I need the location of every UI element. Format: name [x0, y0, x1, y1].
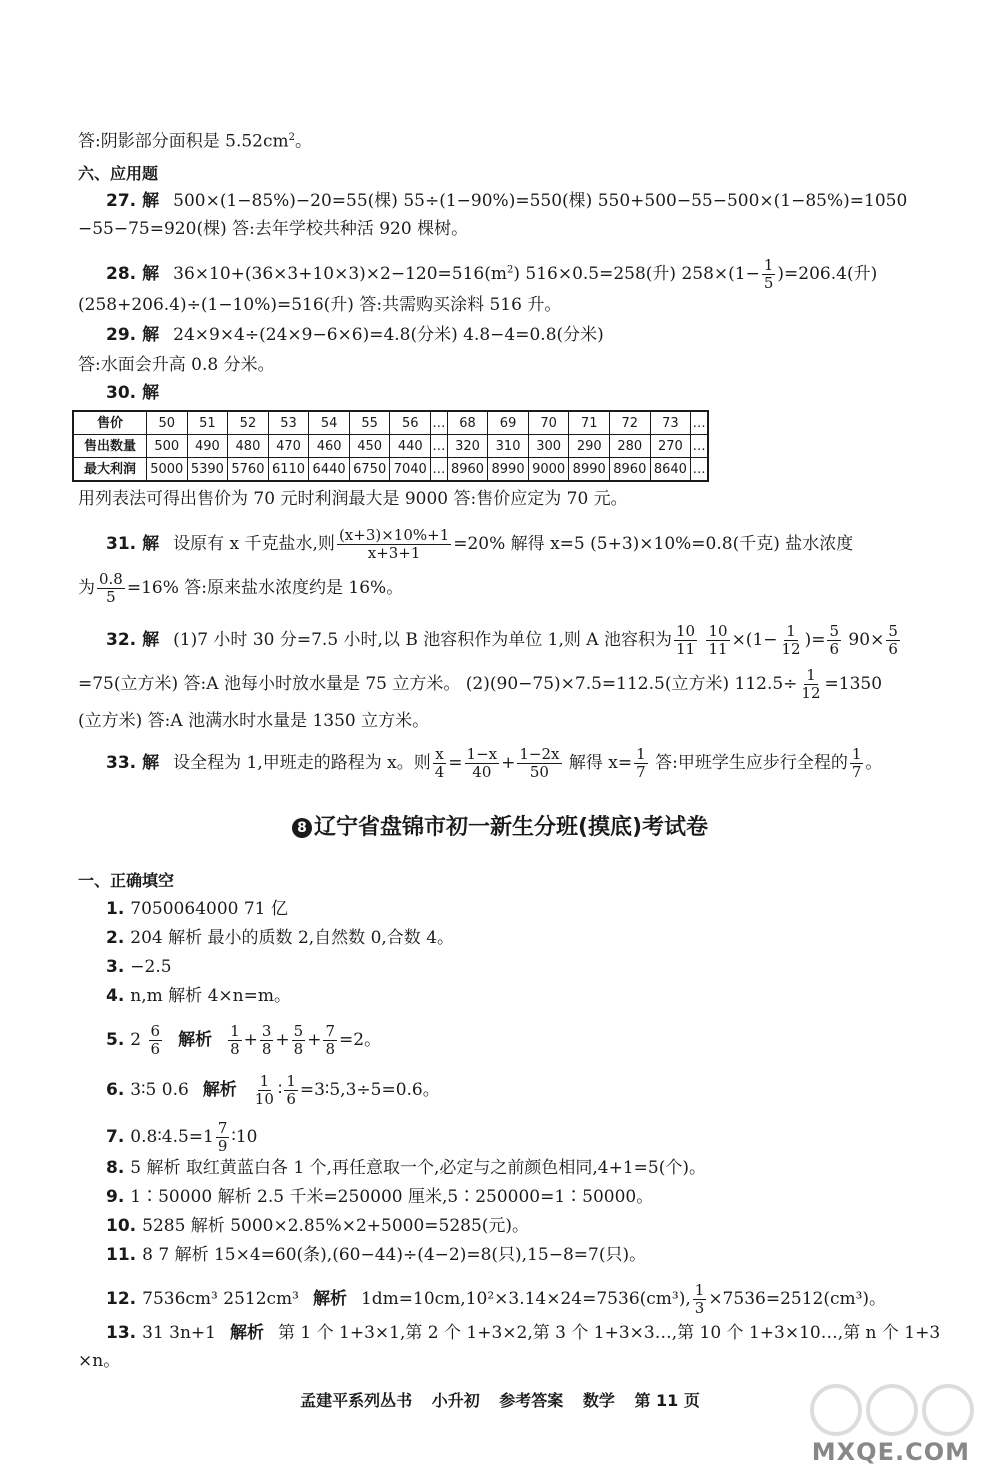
- item-12: 12. 7536cm³ 2512cm³ 解析 1dm=10cm,10²×3.14×24=7536(cm³), $\frac{1}{3}$ ×7536=2512(cm³)。: [106, 1281, 887, 1317]
- fraction: $\frac{10}{11}$: [675, 622, 696, 658]
- q28-line1: 28. 解 $36\times 10+(36\times 3+10\times 3)\times 2-120=516(m^2)$ 516×0.5=258(升) 258×(1− $\frac{1}{5}$ )=206.4(升): [106, 256, 878, 292]
- table-cell: 8960: [610, 458, 651, 482]
- q32-line2: =75(立方米) 答:A 池每小时放水量是 75 立方米。 (2)(90−75)×7.5=112.5(立方米) 112.5÷ $\frac{1}{12}$ =1350: [78, 666, 883, 702]
- table-cell: 最大利润: [73, 458, 147, 482]
- footer-level: 小升初: [431, 1391, 480, 1410]
- q33-line1: 33. 解 设全程为 1,甲班走的路程为 x。则 $\frac{x}{4}$ = $\frac{1-x}{40}$ + $\frac{1-2x}{50}$ 解得 x= $\frac{1}{7}$ 答:甲班学生应步行全程的 $\frac{1}{7}$ 。: [106, 745, 883, 781]
- table-cell: …: [691, 458, 708, 482]
- fraction: $\frac{1}{6}$: [286, 1072, 296, 1108]
- item-3: 3. −2.5: [106, 957, 172, 977]
- table-cell: 320: [447, 435, 488, 458]
- table-cell: 8990: [488, 458, 529, 482]
- watermark-text: MXQE.COM: [811, 1438, 970, 1466]
- table-cell: 54: [309, 411, 350, 435]
- table-cell: 69: [488, 411, 529, 435]
- table-cell: 55: [349, 411, 390, 435]
- table-cell: 450: [349, 435, 390, 458]
- q31-line2: 为 $\frac{0.8}{5}$ =16% 答:原来盐水浓度约是 16%。: [78, 570, 404, 606]
- price-profit-table: [72, 410, 709, 482]
- table-row: [73, 435, 708, 458]
- table-cell: 71: [569, 411, 610, 435]
- table-cell: 480: [228, 435, 269, 458]
- fraction: $\frac{3}{8}$: [261, 1022, 272, 1058]
- table-cell: 53: [268, 411, 309, 435]
- table-cell: 56: [390, 411, 431, 435]
- table-cell: 460: [309, 435, 350, 458]
- fraction: $\frac{1-x}{40}$: [466, 745, 498, 781]
- fraction: $\frac{1}{5}$: [763, 256, 774, 292]
- fraction: $\frac{1}{8}$: [230, 1022, 240, 1058]
- footer-series: 孟建平系列丛书: [300, 1391, 413, 1410]
- q31-line1: 31. 解 设原有 x 千克盐水,则 $\frac{(x+3)\times 10\%+1}{x+3+1}$ =20% 解得 x=5 (5+3)×10%=0.8(千克) 盐水浓度: [106, 526, 854, 562]
- shadow-area-answer: 答:阴影部分面积是 $5.52cm^2$。: [78, 131, 312, 152]
- item-10: 10. 5285 解析 5000×2.85%×2+5000=5285(元)。: [106, 1216, 530, 1236]
- item-11: 11. 8 7 解析 15×4=60(条),(60−44)÷(4−2)=8(只),15−8=7(只)。: [106, 1245, 647, 1265]
- item-5: 5. 2 $\frac{6}{6}$ 解析 $\frac{1}{8}$ + $\frac{3}{8}$ + $\frac{5}{8}$ + $\frac{7}{8}$ =2。: [106, 1022, 382, 1058]
- table-cell: …: [691, 411, 708, 435]
- footer-kind: 参考答案: [499, 1391, 564, 1410]
- table-cell: …: [431, 458, 448, 482]
- item-1: 1. 7050064000 71 亿: [106, 899, 288, 919]
- table-cell: 440: [390, 435, 431, 458]
- table-cell: 售价: [73, 411, 147, 435]
- fraction: $\frac{0.8}{5}$: [99, 570, 123, 606]
- q29-line1: 29. 解 24×9×4÷(24×9−6×6)=4.8(分米) 4.8−4=0.8(分米): [106, 325, 604, 345]
- section-heading-fill-in: 一、正确填空: [78, 871, 175, 890]
- table-cell: 300: [528, 435, 569, 458]
- table-cell: …: [431, 435, 448, 458]
- table-cell: 280: [610, 435, 651, 458]
- table-cell: 68: [447, 411, 488, 435]
- fraction: $\frac{1}{7}$: [851, 745, 862, 781]
- table-cell: 6750: [349, 458, 390, 482]
- fraction: $\frac{1}{12}$: [801, 666, 821, 702]
- table-cell: 500: [147, 435, 188, 458]
- q27-line1: 27. 解 500×(1−85%)−20=55(棵) 55÷(1−90%)=550(棵) 550+500−55−500×(1−85%)=1050: [106, 191, 908, 211]
- table-cell: 9000: [528, 458, 569, 482]
- q32-line1: 32. 解 (1)7 小时 30 分=7.5 小时,以 B 池容积作为单位 1,则 A 池容积为 $\frac{10}{11}$ $\frac{10}{11}$ ×(1− $\frac{1}{12}$ )= $\frac{5}{6}$ 90× $\frac{5}{6}$: [106, 622, 898, 658]
- fraction: $\frac{10}{11}$: [708, 622, 728, 658]
- table-cell: 72: [610, 411, 651, 435]
- number-badge-icon: 8: [292, 818, 312, 838]
- item-8: 8. 5 解析 取红黄蓝白各 1 个,再任意取一个,必定与之前颜色相同,4+1=5(个)。: [106, 1158, 706, 1178]
- fraction: $\frac{x}{4}$: [434, 745, 445, 781]
- exam-title: 8 辽宁省盘锦市初一新生分班(摸底)考试卷: [0, 817, 1000, 839]
- item-2: 2. 204 解析 最小的质数 2,自然数 0,合数 4。: [106, 928, 455, 948]
- table-cell: 490: [187, 435, 228, 458]
- fraction: $\frac{1}{10}$: [254, 1072, 274, 1108]
- table-cell: 5390: [187, 458, 228, 482]
- fraction: $\frac{1}{12}$: [781, 622, 801, 658]
- fraction: $\frac{1-2x}{50}$: [519, 745, 560, 781]
- q29-line2: 答:水面会升高 0.8 分米。: [78, 355, 275, 375]
- table-cell: …: [691, 435, 708, 458]
- table-cell: 270: [650, 435, 691, 458]
- table-cell: …: [431, 411, 448, 435]
- q32-line3: (立方米) 答:A 池满水时水量是 1350 立方米。: [78, 711, 430, 731]
- table-cell: 6110: [268, 458, 309, 482]
- table-cell: 7040: [390, 458, 431, 482]
- footer-subject: 数学: [582, 1391, 615, 1410]
- table-cell: 8640: [650, 458, 691, 482]
- fraction: $\frac{1}{7}$: [636, 745, 646, 781]
- item-7: 7. 0.8∶4.5=1 $\frac{7}{9}$ ∶10: [106, 1119, 258, 1155]
- table-cell: 310: [488, 435, 529, 458]
- table-cell: 5000: [147, 458, 188, 482]
- table-cell: 5760: [228, 458, 269, 482]
- q30-heading: 30. 解: [106, 383, 160, 403]
- table-cell: 290: [569, 435, 610, 458]
- fraction: $\frac{1}{3}$: [694, 1281, 705, 1317]
- table-cell: 470: [268, 435, 309, 458]
- q27-line2: −55−75=920(棵) 答:去年学校共种活 920 棵树。: [78, 219, 469, 239]
- item-9: 9. 1∶50000 解析 2.5 千米=250000 厘米,5∶250000=1∶50000。: [106, 1187, 654, 1207]
- footer-page: 第 11 页: [634, 1391, 700, 1410]
- fraction: $\frac{6}{6}$: [150, 1022, 161, 1058]
- fraction: $\frac{5}{6}$: [829, 622, 840, 658]
- item-13-line1: 13. 31 3n+1 解析 第 1 个 1+3×1,第 2 个 1+3×2,第 3 个 1+3×3…,第 10 个 1+3×10…,第 n 个 1+3: [106, 1323, 941, 1343]
- table-cell: 8960: [447, 458, 488, 482]
- q28-line2: (258+206.4)÷(1−10%)=516(升) 答:共需购买涂料 516 升。: [78, 295, 562, 315]
- table-cell: 52: [228, 411, 269, 435]
- table-cell: 8990: [569, 458, 610, 482]
- table-row: [73, 411, 708, 435]
- table-cell: 6440: [309, 458, 350, 482]
- item-13-line2: ×n。: [78, 1351, 121, 1371]
- section-heading-applications: 六、应用题: [78, 164, 159, 183]
- table-row: [73, 458, 708, 482]
- fraction: $\frac{5}{6}$: [888, 622, 898, 658]
- table-cell: 50: [147, 411, 188, 435]
- table-cell: 73: [650, 411, 691, 435]
- table-cell: 51: [187, 411, 228, 435]
- fraction: $\frac{7}{8}$: [325, 1022, 336, 1058]
- fraction: $\frac{(x+3)\times 10\%+1}{x+3+1}$: [338, 526, 450, 562]
- q30-answer: 用列表法可得出售价为 70 元时利润最大是 9000 答:售价应定为 70 元。: [78, 489, 628, 509]
- table-cell: 70: [528, 411, 569, 435]
- item-6: 6. 3∶5 0.6 解析 $\frac{1}{10}$ ∶ $\frac{1}{6}$ =3∶5,3÷5=0.6。: [106, 1072, 440, 1108]
- fraction: $\frac{7}{9}$: [217, 1119, 228, 1155]
- fraction: $\frac{5}{8}$: [293, 1022, 304, 1058]
- item-4: 4. n,m 解析 4×n=m。: [106, 986, 291, 1006]
- table-cell: 售出数量: [73, 435, 147, 458]
